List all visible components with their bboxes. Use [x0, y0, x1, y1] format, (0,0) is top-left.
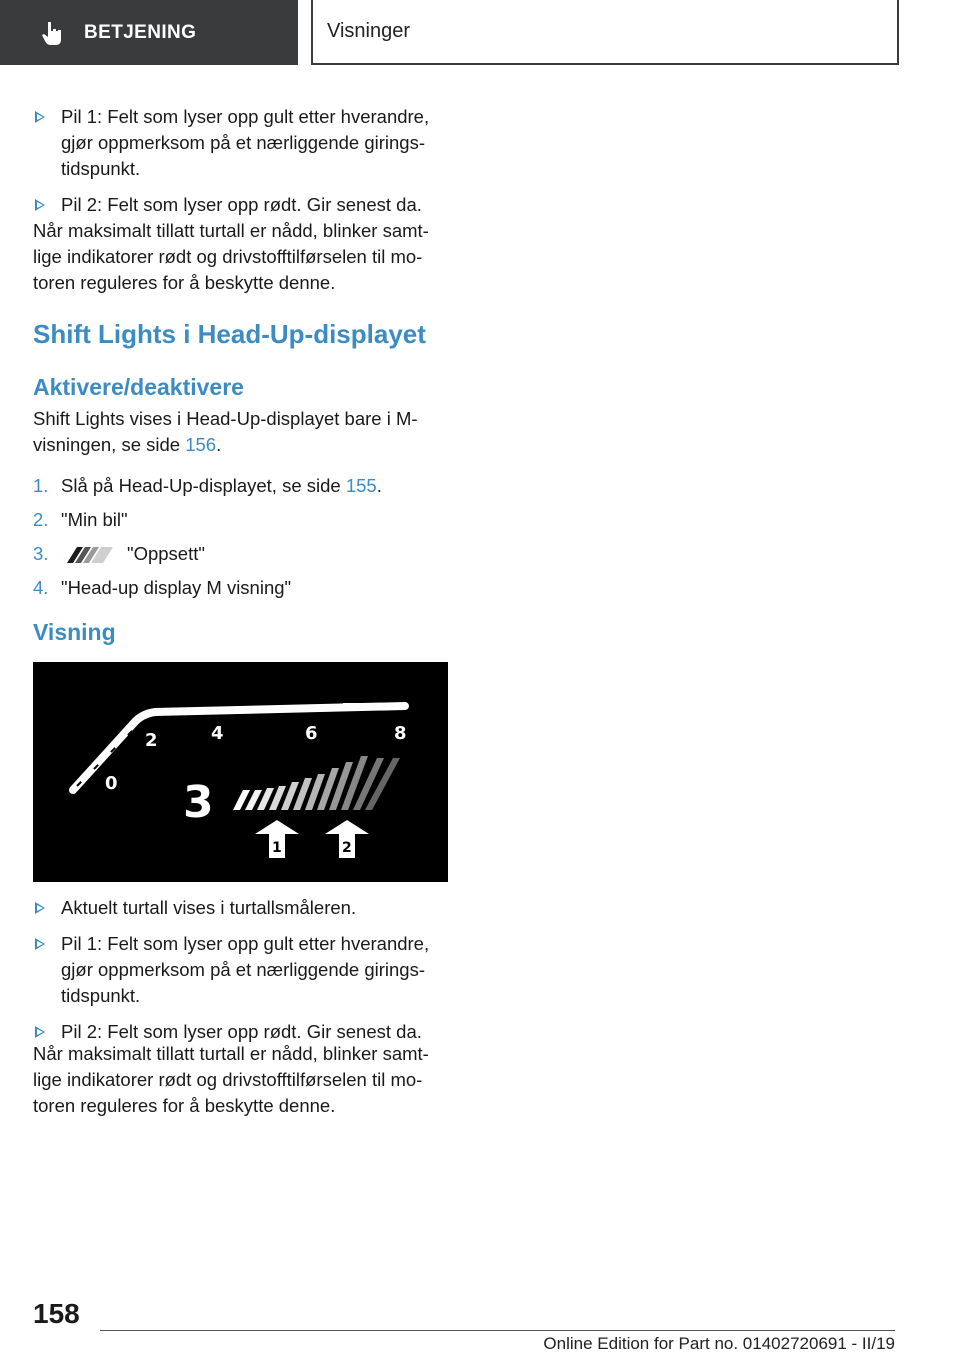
list-item: Pil 2: Felt som lyser opp rødt. Gir senest da.: [33, 192, 448, 218]
page-title: Visninger: [327, 20, 411, 42]
hud-shift-lights-figure: [33, 662, 448, 882]
step-item: 3. "Oppsett": [33, 543, 205, 564]
list-item: Pil 2: Felt som lyser opp rødt. Gir senest da.: [33, 1019, 448, 1045]
triangle-bullet-icon: [35, 938, 45, 950]
list-item: Pil 1: Felt som lyser opp gult etter hverandre, gjør oppmerksom på et nærliggende giringstidspunkt.: [33, 104, 448, 182]
step-item: 1. Slå på Head-Up-displayet, se side 155.: [33, 475, 382, 496]
scale-label: 6: [305, 723, 318, 744]
arrow-2-icon: [325, 820, 369, 858]
edition-footer: Online Edition for Part no. 01402720691 - II/19: [543, 1334, 895, 1353]
m-stripes-icon: [61, 545, 115, 565]
display-paragraph: Når maksimalt tillatt turtall er nådd, blinker samtlige indikatorer rødt og drivstofftilførselen til motoren reguleres for å beskytte denne.: [33, 1043, 429, 1116]
gear-indicator: 3: [183, 777, 214, 828]
triangle-bullet-icon: [35, 199, 45, 211]
page-link-155[interactable]: 155: [345, 475, 377, 496]
intro-bullet-list: [33, 104, 448, 218]
page-header: [311, 0, 899, 65]
triangle-bullet-icon: [35, 1026, 45, 1038]
list-item: Pil 1: Felt som lyser opp gult etter hverandre, gjør oppmerksom på et nærliggende giringstidspunkt.: [33, 931, 448, 1009]
scale-label: 8: [394, 723, 407, 744]
triangle-bullet-icon: [35, 902, 45, 914]
svg-text:2: 2: [342, 840, 352, 856]
shift-light-bars: [233, 756, 400, 810]
section-heading: Shift Lights i Head-Up-displayet: [33, 319, 426, 349]
svg-text:1: 1: [272, 840, 282, 856]
activate-paragraph: Shift Lights vises i Head-Up-displayet bare i M-visningen, se side 156.: [33, 408, 418, 455]
intro-paragraph: Når maksimalt tillatt turtall er nådd, blinker samtlige indikatorer rødt og drivstofftilførselen til motoren reguleres for å beskytte denne.: [33, 220, 429, 293]
scale-label: 0: [105, 773, 118, 794]
display-bullet-list: [33, 895, 448, 1045]
steps-list: [33, 473, 448, 601]
section-tab[interactable]: [0, 0, 298, 65]
page-number: 158: [33, 1298, 80, 1329]
footer-divider: [100, 1330, 895, 1331]
list-item: Aktuelt turtall vises i turtallsmåleren.: [33, 895, 448, 921]
step-item: 2. "Min bil": [33, 509, 128, 530]
arrow-1-icon: [255, 820, 299, 858]
subsection-heading-activate: Aktivere/deaktivere: [33, 374, 244, 400]
scale-label: 2: [145, 730, 158, 751]
subsection-heading-display: Visning: [33, 619, 116, 645]
hand-pointer-icon: [40, 20, 66, 46]
section-label: BETJENING: [84, 21, 197, 43]
step-item: 4. "Head-up display M visning": [33, 577, 292, 598]
page-link-156[interactable]: 156: [185, 434, 217, 455]
scale-label: 4: [211, 723, 224, 744]
triangle-bullet-icon: [35, 111, 45, 123]
